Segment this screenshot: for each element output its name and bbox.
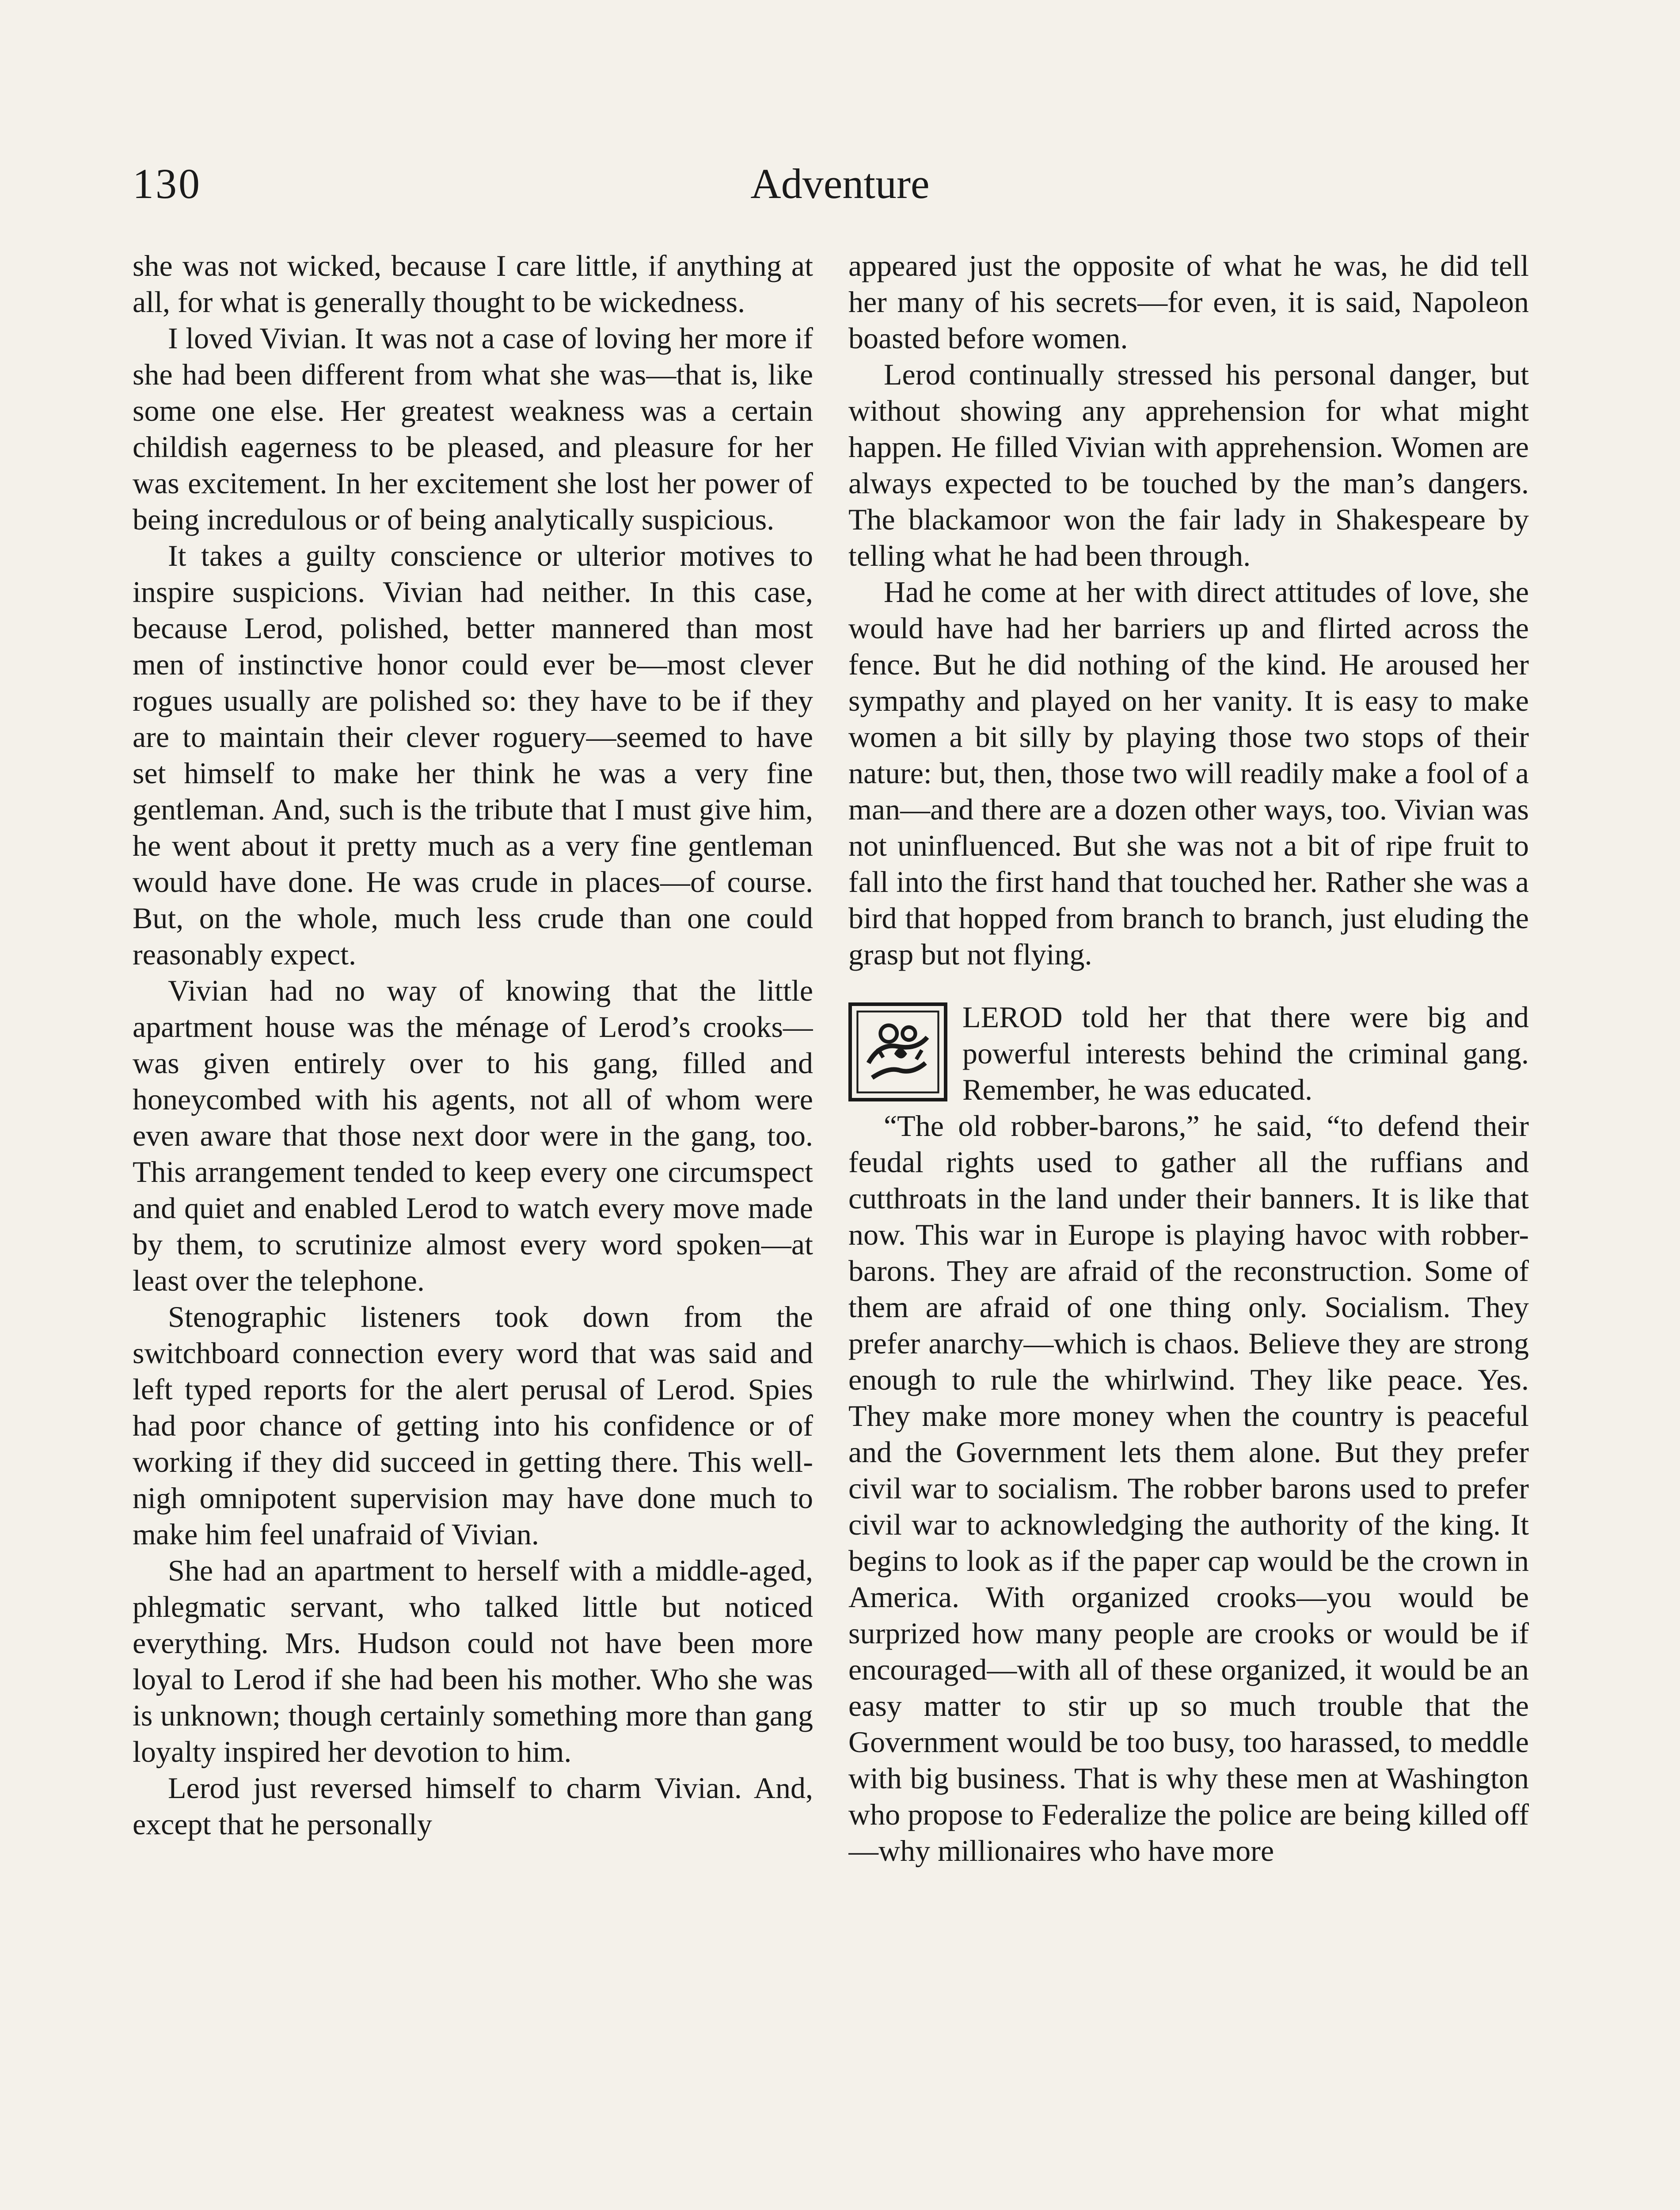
right-column: [848, 248, 1529, 2210]
paragraph: Had he come at her with direct attitudes of love, she would have had her barriers up and flirted across the fence. But he did nothing of the kind. He aroused her sympathy and played on her vanity. It is easy to make women a bit silly by playing those two stops of their nature: but, then, those two will readily make a fool of a man—and there are a dozen other ways, too. Vivian was not uninfluenced. But she was not a bit of ripe fruit to fall into the first hand that touched her. Rather she was a bird that hopped from branch to branch, just eluding the grasp but not flying.: [848, 575, 1529, 971]
page-number: 130: [133, 160, 201, 207]
paragraph: she was not wicked, because I care little, if anything at all, for what is generally thought to be wickedness.: [133, 249, 813, 319]
ornamental-drop-cap-icon: [848, 1002, 947, 1101]
paragraph: Vivian had no way of knowing that the little apartment house was the ménage of Lerod’s crooks—was given entirely over to his gang, filled and honeycombed with his agents, not all of whom were even aware that those next door were in the gang, too. This arrangement tended to keep every one circumspect and quiet and enabled Lerod to watch every move made by them, to scrutinize almost every word spoken—at least over the telephone.: [133, 974, 813, 1297]
lead-paragraph: LEROD told her that there were big and powerful interests behind the criminal gang. Remember, he was educated.: [962, 1000, 1529, 1106]
text-columns: [133, 248, 1529, 2210]
paragraph: Lerod just reversed himself to charm Vivian. And, except that he personally: [133, 1771, 813, 1841]
paragraph: I loved Vivian. It was not a case of loving her more if she had been different from what she was—that is, like some one else. Her greatest weakness was a certain childish eagerness to be pleased, and pleasure for her was excitement. In her excitement she lost her power of being incredulous or of being analytically suspicious.: [133, 321, 813, 536]
left-column: [133, 248, 813, 2210]
paragraph: appeared just the opposite of what he was, he did tell her many of his secrets—for even, it is said, Napoleon boasted before women.: [848, 249, 1529, 355]
paragraph: Lerod continually stressed his personal danger, but without showing any apprehension for what might happen. He filled Vivian with apprehension. Women are always expected to be touched by the man’s dangers. The blackamoor won the fair lady in Shakespeare by telling what he had been through.: [848, 358, 1529, 572]
ornament-graphic: [852, 1006, 944, 1098]
paragraph: It takes a guilty conscience or ulterior motives to inspire suspicions. Vivian had neither. In this case, because Lerod, polished, better mannered than most men of instinctive honor could ever be—most clever rogues usually are polished so: they have to be if they are to maintain their clever roguery—seemed to have set himself to make her think he was a very fine gentleman. And, such is the tribute that I must give him, he went about it pretty much as a very fine gentleman would have done. He was crude in places—of course. But, on the whole, much less crude than one could reasonably expect.: [133, 539, 813, 971]
paragraph: She had an apartment to herself with a middle-aged, phlegmatic servant, who talked little but noticed everything. Mrs. Hudson could not have been more loyal to Lerod if she had been his mother. Who she was is unknown; though certainly something more than gang loyalty inspired her devotion to him.: [133, 1554, 813, 1768]
page-header: [133, 159, 1547, 221]
paragraph: “The old robber-barons,” he said, “to defend their feudal rights used to gather all the ruffians and cutthroats in the land under their banners. It is like that now. This war in Europe is playing havoc with robber-barons. They are afraid of the reconstruction. Some of them are afraid of one thing only. Socialism. They prefer anarchy—which is chaos. Believe they are strong enough to rule the whirlwind. They like peace. Yes. They make more money when the country is peaceful and the Government lets them alone. But they prefer civil war to socialism. The robber barons used to prefer civil war to acknowledging the authority of the king. It begins to look as if the paper cap would be the crown in America. With organized crooks—you would be surprized how many people are crooks or would be if encouraged—with all of these organized, it would be an easy matter to stir up so much trouble that the Government would be too busy, too harassed, to meddle with big business. That is why these men at Washington who propose to Federalize the police are being killed off—why millionaires who have more: [848, 1109, 1529, 1867]
section-break: [848, 972, 1529, 999]
running-title: Adventure: [750, 160, 930, 207]
paragraph: Stenographic listeners took down from the switchboard connection every word that was said and left typed reports for the alert perusal of Lerod. Spies had poor chance of getting into his confidence or of working if they did succeed in getting there. This well-nigh omnipotent supervision may have done much to make him feel unafraid of Vivian.: [133, 1300, 813, 1551]
